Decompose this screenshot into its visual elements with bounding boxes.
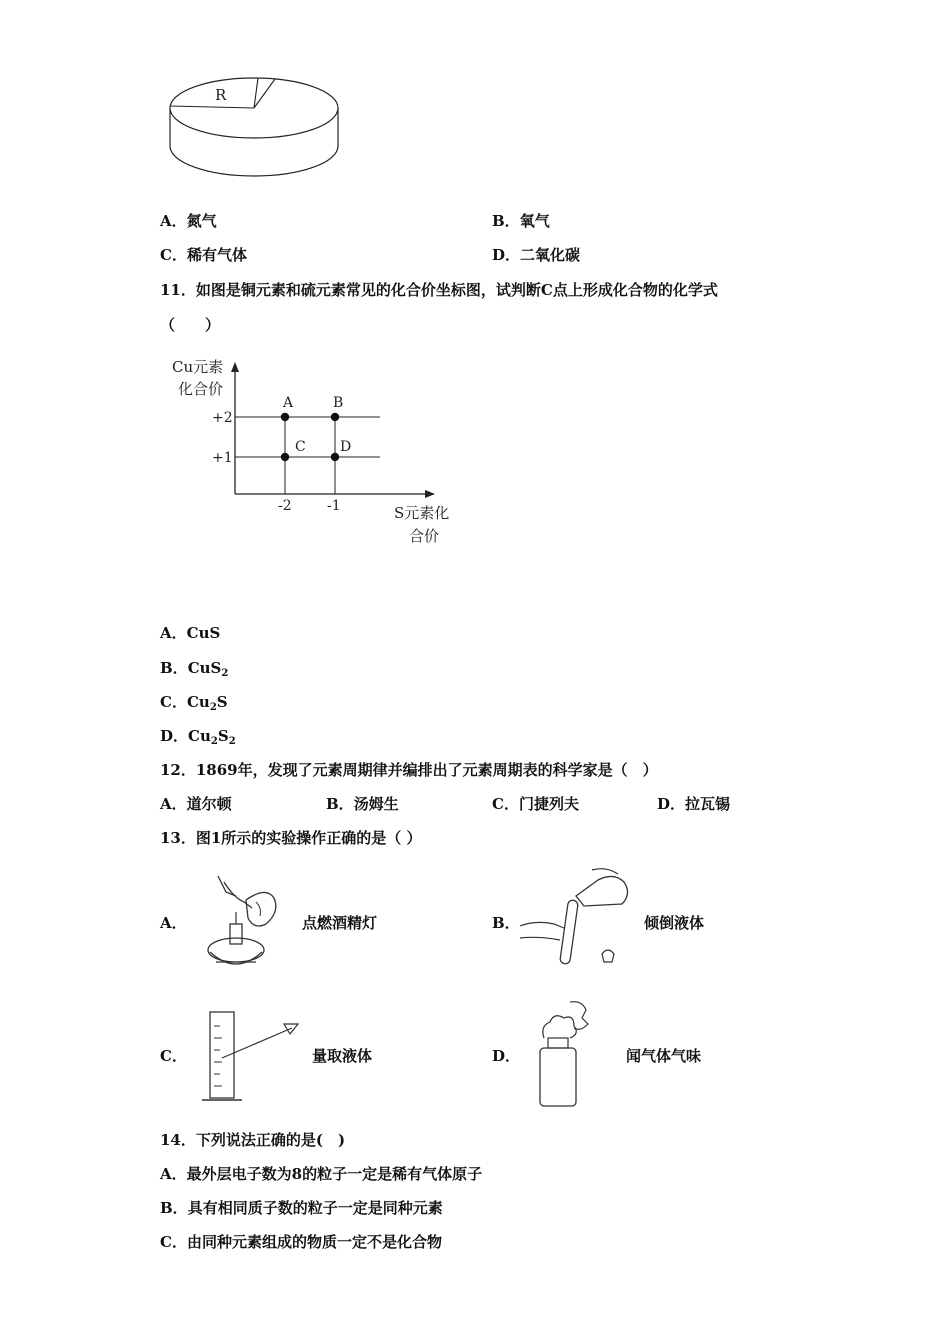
- y-tick-plus2: +2: [212, 410, 233, 426]
- q13-option-a-letter: A．: [160, 914, 187, 932]
- q13-option-c-letter: C．: [160, 1047, 187, 1065]
- point-label-c: C: [295, 439, 306, 455]
- q10-option-b: B．氧气: [492, 212, 550, 230]
- point-d: [331, 453, 339, 461]
- q13-option-d-text: 闻气体气味: [626, 1047, 702, 1065]
- x-axis-title-2: 合价: [409, 527, 440, 545]
- pie-figure: [160, 68, 350, 183]
- q13-option-c-text: 量取液体: [312, 1047, 373, 1065]
- y-axis-title-1: Cu元素: [172, 358, 224, 376]
- q13-stem: 13．图1所示的实验操作正确的是（ ）: [160, 829, 422, 847]
- q14-option-b: B．具有相同质子数的粒子一定是同种元素: [160, 1199, 443, 1217]
- q14-stem: 14．下列说法正确的是( ): [160, 1131, 346, 1149]
- x-tick-minus1: -1: [327, 498, 341, 514]
- smelling-gas-illustration: [530, 998, 620, 1110]
- x-tick-minus2: -2: [278, 498, 292, 514]
- point-c: [281, 453, 289, 461]
- q13-option-b-text: 倾倒液体: [644, 914, 705, 932]
- q11-option-c: C．$Cu_2S$: [160, 693, 228, 713]
- point-b: [331, 413, 339, 421]
- point-a: [281, 413, 289, 421]
- q10-option-c: C．稀有气体: [160, 246, 247, 264]
- q13-option-b-letter: B．: [492, 914, 520, 932]
- q12-option-b: B．汤姆生: [326, 795, 399, 813]
- q10-option-a: A．氮气: [160, 212, 217, 230]
- q13-option-d-letter: D．: [492, 1047, 521, 1065]
- q11-option-a: A．CuS: [160, 624, 221, 642]
- q14-option-a: A．最外层电子数为8的粒子一定是稀有气体原子: [160, 1165, 483, 1183]
- q12-option-c: C．门捷列夫: [492, 795, 579, 813]
- point-label-d: D: [340, 439, 352, 455]
- point-label-b: B: [333, 395, 344, 411]
- y-axis-title-2: 化合价: [178, 380, 224, 398]
- x-axis-title-1: S元素化: [394, 504, 450, 522]
- q11-paren: （ ）: [160, 316, 221, 334]
- pouring-liquid-illustration: [514, 866, 639, 974]
- q12-stem: 12．1869年，发现了元素周期律并编排出了元素周期表的科学家是（ ）: [160, 761, 658, 779]
- point-label-a: A: [283, 395, 294, 411]
- q12-option-a: A．道尔顿: [160, 795, 232, 813]
- q10-option-d: D．二氧化碳: [492, 246, 581, 264]
- valence-chart: [160, 350, 480, 550]
- y-tick-plus1: +1: [212, 450, 233, 466]
- x-axis-arrow: [425, 490, 435, 498]
- alcohol-lamp-illustration: [196, 872, 296, 977]
- y-axis-arrow: [231, 362, 239, 372]
- q11-option-d: D．$Cu_2S_2$: [160, 727, 236, 747]
- q12-option-d: D．拉瓦锡: [657, 795, 731, 813]
- q13-option-a-text: 点燃酒精灯: [302, 914, 378, 932]
- q11-option-b: B．CuS$_2$: [160, 659, 229, 679]
- pie-label: R: [215, 86, 227, 104]
- measuring-cylinder-illustration: [198, 1006, 308, 1108]
- q11-stem: 11．如图是铜元素和硫元素常见的化合价坐标图，试判断C点上形成化合物的化学式: [160, 281, 718, 299]
- q14-option-c: C．由同种元素组成的物质一定不是化合物: [160, 1233, 442, 1251]
